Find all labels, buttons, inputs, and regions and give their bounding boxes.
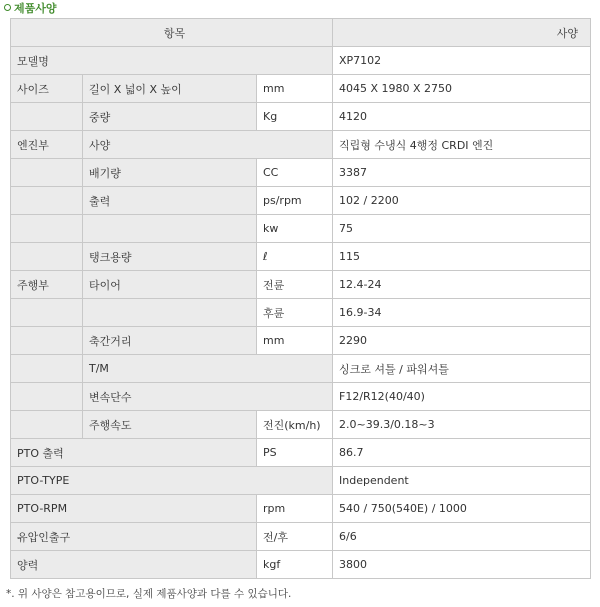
table-row	[11, 383, 591, 411]
table-row	[11, 47, 591, 75]
row-item: 탱크용량	[83, 243, 257, 271]
table-row	[11, 187, 591, 215]
row-unit: CC	[257, 159, 333, 187]
row-category	[11, 327, 83, 355]
row-item	[83, 215, 257, 243]
row-item: 축간거리	[83, 327, 257, 355]
row-item: 배기량	[83, 159, 257, 187]
row-category	[11, 383, 83, 411]
section-heading-text: 제품사양	[14, 2, 57, 15]
row-value: 102 / 2200	[333, 187, 591, 215]
table-row	[11, 75, 591, 103]
table-row	[11, 411, 591, 439]
spec-table-header	[11, 19, 591, 47]
row-item: 주행속도	[83, 411, 257, 439]
row-value: 싱크로 셔틀 / 파워셔틀	[333, 355, 591, 383]
header-item: 항목	[11, 19, 333, 47]
section-heading	[0, 0, 600, 18]
row-item	[83, 299, 257, 327]
row-label: 유압인출구	[11, 523, 257, 551]
row-unit: 전진(km/h)	[257, 411, 333, 439]
circle-bullet-icon	[4, 4, 11, 11]
row-value: 3800	[333, 551, 591, 579]
row-unit: rpm	[257, 495, 333, 523]
row-label: PTO-TYPE	[11, 467, 333, 495]
row-label: 모델명	[11, 47, 333, 75]
row-value: Independent	[333, 467, 591, 495]
row-item: 길이 X 넓이 X 높이	[83, 75, 257, 103]
row-value: 2290	[333, 327, 591, 355]
row-value: 540 / 750(540E) / 1000	[333, 495, 591, 523]
table-row	[11, 299, 591, 327]
row-unit: kgf	[257, 551, 333, 579]
row-value: XP7102	[333, 47, 591, 75]
header-spec: 사양	[333, 19, 591, 47]
row-category	[11, 215, 83, 243]
row-category: 사이즈	[11, 75, 83, 103]
spec-table	[10, 18, 591, 579]
row-value: 86.7	[333, 439, 591, 467]
disclaimer-note: *. 위 사양은 참고용이므로, 실제 제품사양과 다를 수 있습니다.	[6, 588, 292, 600]
row-value: 직립형 수냉식 4행정 CRDI 엔진	[333, 131, 591, 159]
row-unit: Kg	[257, 103, 333, 131]
row-category: 엔진부	[11, 131, 83, 159]
row-value: 4045 X 1980 X 2750	[333, 75, 591, 103]
row-item: 타이어	[83, 271, 257, 299]
row-value: 16.9-34	[333, 299, 591, 327]
row-label: PTO 출력	[11, 439, 257, 467]
row-value: 115	[333, 243, 591, 271]
row-value: 2.0~39.3/0.18~3	[333, 411, 591, 439]
row-unit: ℓ	[257, 243, 333, 271]
row-category	[11, 103, 83, 131]
row-item: 변속단수	[83, 383, 333, 411]
table-row	[11, 103, 591, 131]
row-item: 중량	[83, 103, 257, 131]
row-unit: mm	[257, 327, 333, 355]
table-row	[11, 271, 591, 299]
table-row	[11, 439, 591, 467]
row-category	[11, 299, 83, 327]
row-label: 양력	[11, 551, 257, 579]
row-value: 3387	[333, 159, 591, 187]
row-item: 출력	[83, 187, 257, 215]
row-unit: kw	[257, 215, 333, 243]
table-row	[11, 215, 591, 243]
table-row	[11, 243, 591, 271]
row-category	[11, 411, 83, 439]
table-row	[11, 355, 591, 383]
row-value: 12.4-24	[333, 271, 591, 299]
row-unit: ps/rpm	[257, 187, 333, 215]
table-row	[11, 467, 591, 495]
table-row	[11, 495, 591, 523]
row-unit: 전륜	[257, 271, 333, 299]
row-unit: 전/후	[257, 523, 333, 551]
row-item: T/M	[83, 355, 333, 383]
row-category	[11, 187, 83, 215]
row-unit: 후륜	[257, 299, 333, 327]
row-category	[11, 243, 83, 271]
row-category	[11, 159, 83, 187]
table-row	[11, 327, 591, 355]
row-unit: mm	[257, 75, 333, 103]
table-row	[11, 551, 591, 579]
row-value: 75	[333, 215, 591, 243]
table-row	[11, 159, 591, 187]
row-value: 4120	[333, 103, 591, 131]
row-category	[11, 355, 83, 383]
table-row	[11, 523, 591, 551]
row-value: F12/R12(40/40)	[333, 383, 591, 411]
row-label: PTO-RPM	[11, 495, 257, 523]
row-category: 주행부	[11, 271, 83, 299]
row-unit: PS	[257, 439, 333, 467]
row-value: 6/6	[333, 523, 591, 551]
row-item: 사양	[83, 131, 333, 159]
table-row	[11, 131, 591, 159]
